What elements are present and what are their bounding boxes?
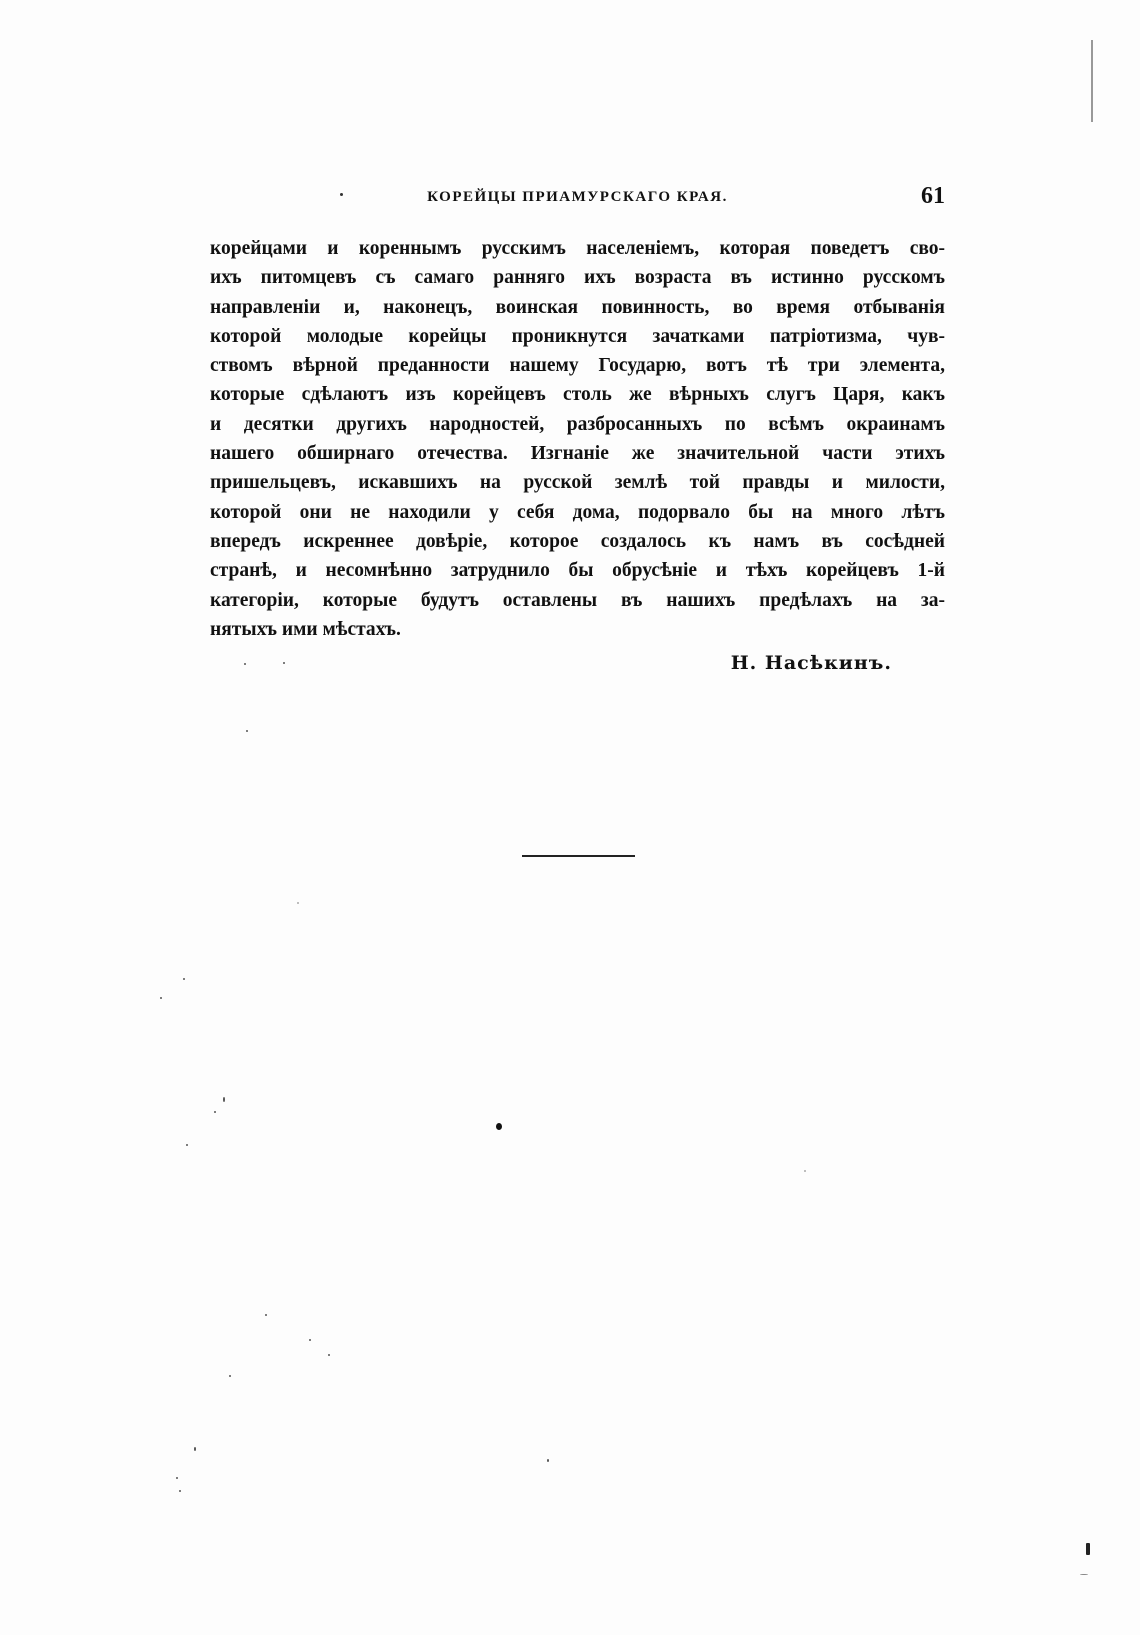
scan-speck [1086,1543,1090,1555]
scan-speck [176,1477,178,1479]
scan-speck [179,1490,181,1492]
scan-speck [496,1123,502,1130]
text-line: категоріи, которые будутъ оставлены въ нашихъ предѣлахъ на за- [210,589,945,611]
text-line: впередъ искреннее довѣріе, которое создалось къ намъ въ сосѣдней [210,530,945,552]
running-head [210,183,945,213]
text-line: направленіи и, наконецъ, воинская повинность, во время отбыванія [210,296,945,318]
scan-speck [309,1339,311,1341]
scan-speck [183,978,185,980]
text-line: которые сдѣлаютъ изъ корейцевъ столь же вѣрныхъ слугъ Царя, какъ [210,384,945,406]
running-head-title: КОРЕЙЦЫ ПРИАМУРСКАГО КРАЯ. [427,189,728,205]
scan-speck [244,663,246,665]
scan-edge-mark [1091,40,1093,122]
scan-speck [804,1170,806,1172]
body-paragraph [210,234,945,644]
text-line: и десятки другихъ народностей, разбросанныхъ по всѣмъ окраинамъ [210,413,945,435]
author-signature: Н. Насѣкинъ. [730,652,892,674]
scan-speck [186,1144,188,1146]
text-line: нашего обширнаго отечества. Изгнаніе же значительной части этихъ [210,443,945,465]
text-line: пришельцевъ, искавшихъ на русской землѣ той правды и милости, [210,472,945,494]
text-line: корейцами и кореннымъ русскимъ населеніемъ, которая поведетъ сво- [210,238,945,259]
text-line: странѣ, и несомнѣнно затруднило бы обрусѣніе и тѣхъ корейцевъ 1-й [210,560,945,582]
scan-speck [1080,1574,1088,1575]
text-line: нятыхъ ими мѣстахъ. [210,618,401,640]
scan-speck [194,1447,196,1451]
scan-speck [214,1111,216,1113]
scan-speck [223,1097,225,1102]
page-number: 61 [921,183,945,209]
scan-speck [283,662,285,664]
text-line: которой они не находили у себя дома, подорвало бы на много лѣтъ [210,501,945,523]
scan-speck [328,1354,330,1356]
scan-speck [246,730,248,732]
text-line: ствомъ вѣрной преданности нашему Государю, вотъ тѣ три элемента, [210,355,945,377]
text-line: ихъ питомцевъ съ самаго ранняго ихъ возраста въ истинно русскомъ [210,267,945,289]
scan-speck [160,997,162,999]
scan-speck [229,1375,231,1377]
scan-speck [265,1314,267,1316]
scan-speck [297,902,299,904]
scan-speck [547,1459,549,1462]
text-line: которой молодые корейцы проникнутся зачатками патріотизма, чув- [210,325,945,347]
section-divider [522,855,635,857]
